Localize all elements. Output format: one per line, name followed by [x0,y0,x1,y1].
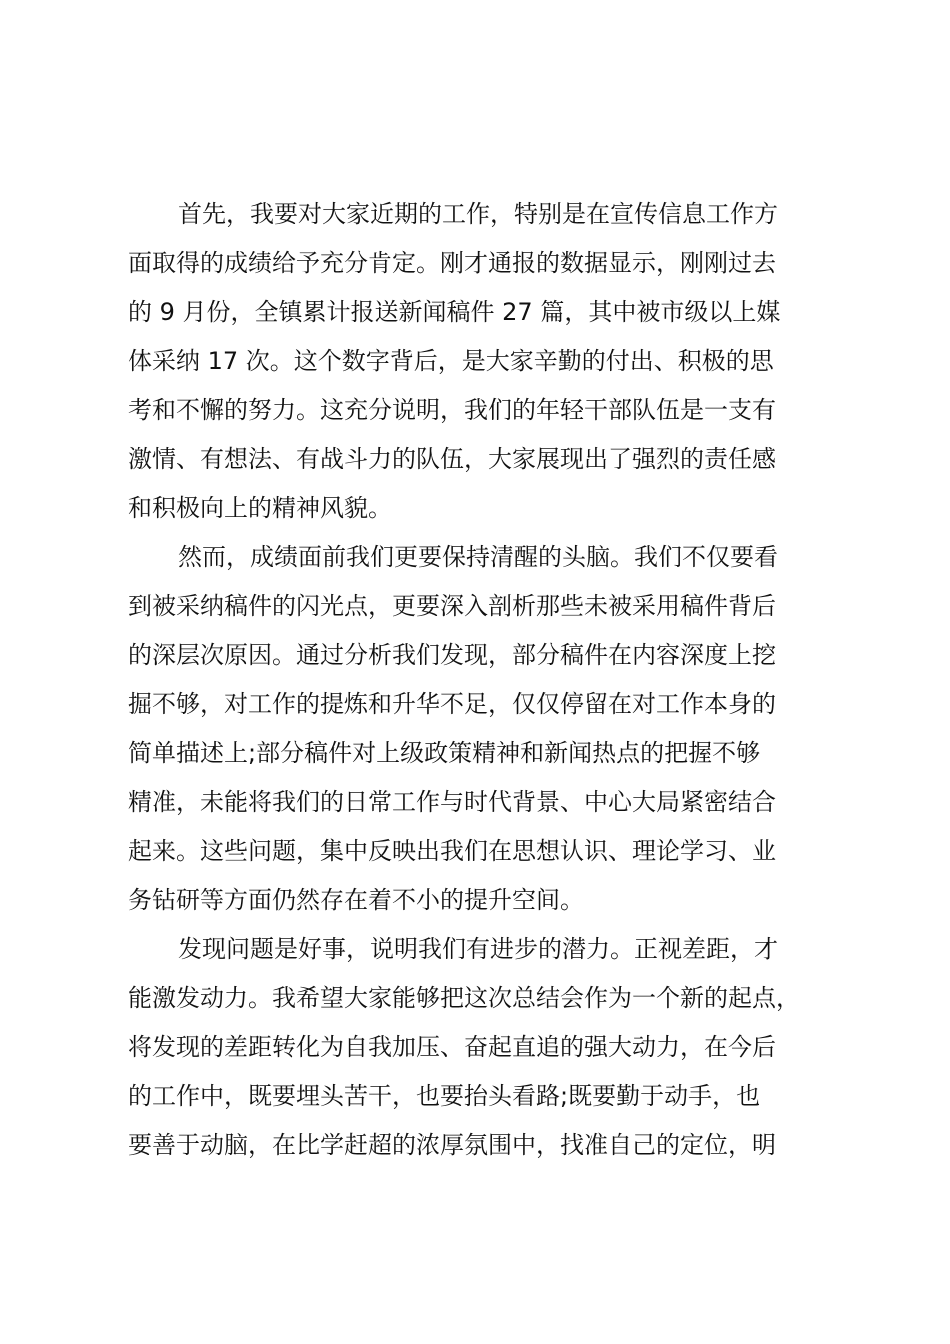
paragraph-1-line-7: 和积极向上的精神风貌。 [128,494,392,522]
paragraph-3-line-1: 发现问题是好事，说明我们有进步的潜力。正视差距，才 [178,935,778,963]
paragraph-1-line-6: 激情、有想法、有战斗力的队伍，大家展现出了强烈的责任感 [128,445,776,473]
paragraph-1-line-1: 首先，我要对大家近期的工作，特别是在宣传信息工作方 [178,200,778,228]
paragraph-3-line-3: 将发现的差距转化为自我加压、奋起直追的强大动力，在今后 [128,1033,776,1061]
paragraph-3-line-5: 要善于动脑，在比学赶超的浓厚氛围中，找准自己的定位，明 [128,1131,776,1159]
paragraph-2-line-8: 务钻研等方面仍然存在着不小的提升空间。 [128,886,584,914]
paragraph-1-line-2: 面取得的成绩给予充分肯定。刚才通报的数据显示，刚刚过去 [128,249,776,277]
paragraph-1-line-3: 的 9 月份，全镇累计报送新闻稿件 27 篇，其中被市级以上媒 [128,298,781,326]
paragraph-1-line-5: 考和不懈的努力。这充分说明，我们的年轻干部队伍是一支有 [128,396,776,424]
paragraph-3-line-4: 的工作中，既要埋头苦干，也要抬头看路;既要勤于动手，也 [128,1082,761,1110]
paragraph-2-line-1: 然而，成绩面前我们更要保持清醒的头脑。我们不仅要看 [178,543,778,571]
paragraph-2-line-5: 简单描述上;部分稿件对上级政策精神和新闻热点的把握不够 [128,739,761,767]
paragraph-2-line-2: 到被采纳稿件的闪光点，更要深入剖析那些未被采用稿件背后 [128,592,776,620]
paragraph-3-line-2: 能激发动力。我希望大家能够把这次总结会作为一个新的起点， [128,984,800,1012]
paragraph-2-line-6: 精准，未能将我们的日常工作与时代背景、中心大局紧密结合 [128,788,776,816]
paragraph-1-line-4: 体采纳 17 次。这个数字背后，是大家辛勤的付出、积极的思 [128,347,774,375]
paragraph-2-line-7: 起来。这些问题，集中反映出我们在思想认识、理论学习、业 [128,837,776,865]
document-body [128,190,828,1170]
paragraph-2-line-3: 的深层次原因。通过分析我们发现，部分稿件在内容深度上挖 [128,641,776,669]
paragraph-2-line-4: 掘不够，对工作的提炼和升华不足，仅仅停留在对工作本身的 [128,690,776,718]
